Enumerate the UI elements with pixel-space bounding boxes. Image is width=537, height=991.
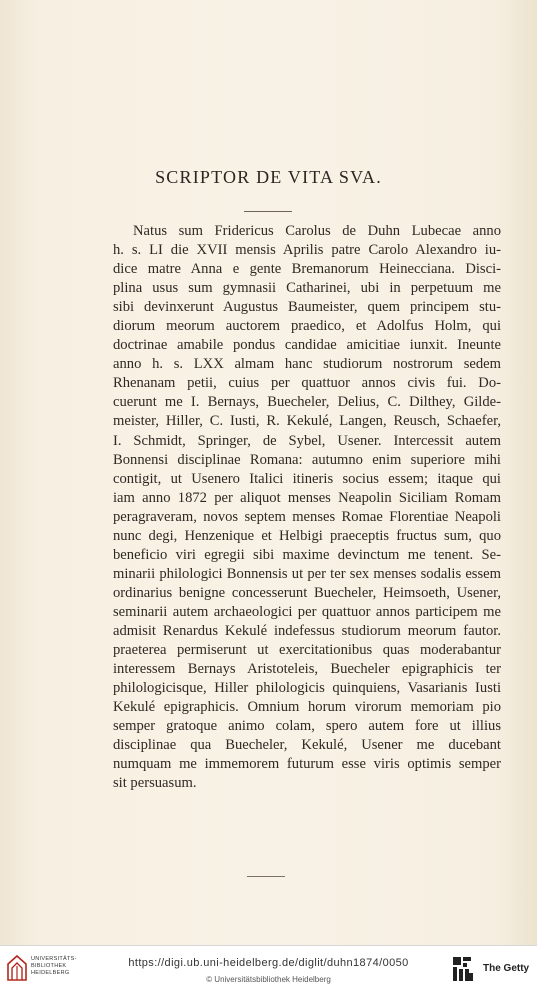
getty-logo-icon	[451, 955, 475, 983]
text-line: nunc degi, Henzenique et Helbigi praeceptis fructus sum, quo	[113, 527, 501, 544]
text-line: anno h. s. LXX almam hanc studiorum nostrorum sedem	[113, 356, 501, 373]
library-name: UNIVERSITÄTS- BIBLIOTHEK HEIDELBERG	[31, 956, 77, 976]
permalink-link[interactable]: https://digi.ub.uni-heidelberg.de/diglit/duhn1874/0050	[128, 957, 409, 969]
text-line: contigit, ut Usenero Italici itineris socius essem; itaque qui	[113, 470, 501, 487]
text-line: Rhenanam petii, cuius per quattuor annos civis fui. Do-	[113, 375, 501, 392]
text-line: h. s. LI die XVII mensis Aprilis patre Carolo Alexandro iu-	[113, 242, 501, 259]
text-line: ordinarius benigne concesserunt Buecheler, Heimsoeth, Usener,	[113, 584, 501, 601]
text-line: semper gratoque animo colam, spero autem fore ut illius	[113, 718, 501, 735]
text-line: Bonnensi disciplinae Romana: autumno enim superiore mihi	[113, 451, 501, 468]
copyright-notice: © Universitätsbibliothek Heidelberg	[206, 975, 331, 984]
text-line: peragraveram, novos septem menses Romae Florentiae Neapoli	[113, 508, 501, 525]
text-line: interessem Bernays Aristoteleis, Buecheler epigraphicis ter	[113, 661, 501, 678]
text-line: praeterea permiserunt ut exercitationibus quas moderabantur	[113, 642, 501, 659]
text-line: sibi devinxerunt Augustus Baumeister, quem principem stu-	[113, 299, 501, 316]
text-line: philologicisque, Hiller philologicis quinquiens, Vasarianis Iusti	[113, 680, 501, 697]
text-line: iam anno 1872 per aliquot menses Neapolin Siciliam Romam	[113, 489, 501, 506]
text-line: beneficio viri egregii sibi maxime devinctum me tenent. Se-	[113, 546, 501, 563]
text-line: Natus sum Fridericus Carolus de Duhn Lubecae anno	[133, 223, 501, 239]
text-line: cuerunt me I. Bernays, Buecheler, Delius, C. Dilthey, Gilde-	[113, 394, 501, 411]
page-title: SCRIPTOR DE VITA SVA.	[155, 167, 382, 187]
text-line: Kekulé epigraphicis. Omnium horum virorum memoriam pio	[113, 699, 501, 716]
text-line: disciplinae qua Buecheler, Kekulé, Usener me ducebant	[113, 737, 501, 754]
text-line: plina usus sum gymnasii Catharinei, ubi in perpetuum me	[113, 280, 501, 297]
body-text	[113, 222, 501, 793]
text-line: admisit Renardus Kekulé indefessus studiorum meorum fautor.	[113, 622, 501, 639]
text-line: minarii philologici Bonnensis ut per ter sex menses sodalis essem	[113, 565, 501, 582]
viewer-footer	[0, 945, 537, 991]
text-line: diorum meorum auctorem praedico, et Adolfus Holm, qui	[113, 318, 501, 335]
text-line: numquam me immemorem futurum esse viris optimis semper	[113, 756, 501, 773]
title-divider	[244, 211, 292, 212]
end-divider	[247, 876, 285, 877]
text-line: dice matre Anna e gente Bremanorum Heinecciana. Disci-	[113, 261, 501, 278]
text-line: doctrinae amabile pondus candidae amicitiae iunxit. Ineunte	[113, 337, 501, 354]
getty-name: The Getty	[483, 963, 530, 974]
text-line: I. Schmidt, Springer, de Sybel, Usener. Intercessit autem	[113, 432, 501, 449]
text-line: meister, Hiller, C. Iusti, R. Kekulé, Langen, Reusch, Schaefer,	[113, 413, 501, 430]
text-line: seminarii autem archaeologici per quattuor annos participem me	[113, 603, 501, 620]
text-line: sit persuasum.	[113, 775, 197, 792]
